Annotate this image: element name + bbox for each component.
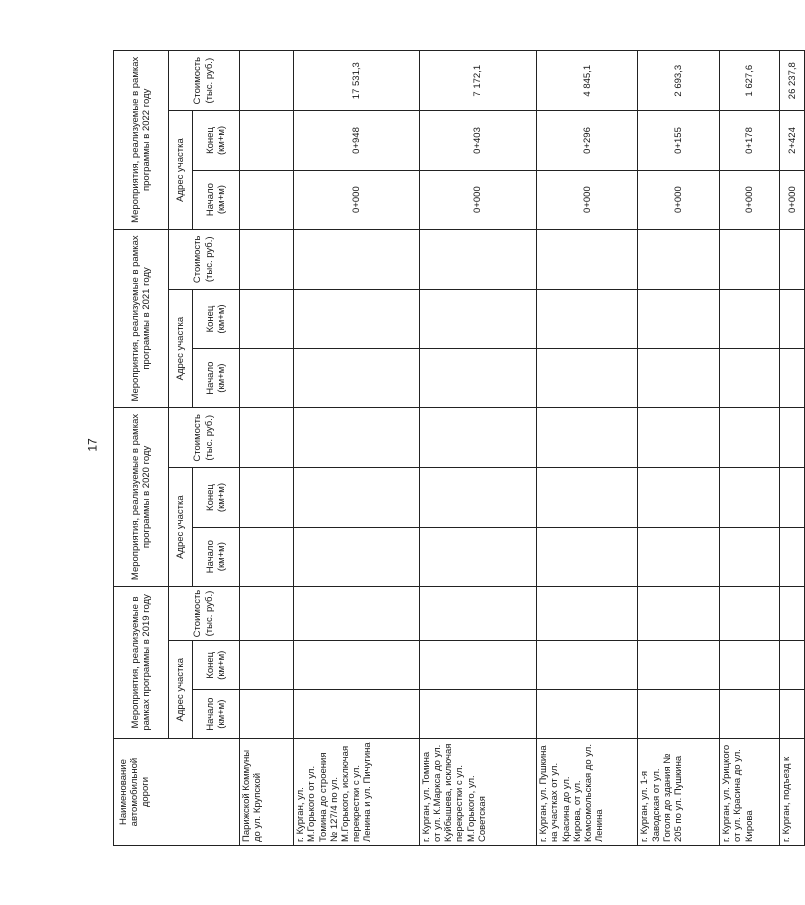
header-address-2020: Адрес участка [168,468,193,586]
table-row [239,51,294,846]
end-cell: 0+948 [294,111,420,170]
cost-cell: 4 845,1 [537,51,638,111]
header-cost-2021: Стоимость (тыс. руб.) [168,229,239,289]
road-program-table [113,50,805,846]
start-cell [239,170,294,229]
header-end-2020: Конец (км+м) [193,468,239,527]
header-end-2019: Конец (км+м) [193,641,239,690]
start-cell: 0+000 [537,170,638,229]
header-year-2022: Мероприятия, реализуемые в рамках программы в 2022 году [114,51,169,230]
header-end-2022: Конец (км+м) [193,111,239,170]
header-address-2021: Адрес участка [168,289,193,407]
road-name-cell: Парижской Коммуны до ул. Крупской [239,739,294,846]
header-start-2020: Начало (км+м) [193,527,239,586]
header-cost-2019: Стоимость (тыс. руб.) [168,586,239,641]
table-row [419,51,536,846]
page-number: 17 [85,438,100,452]
header-year-2019: Мероприятия, реализуемые в рамках программы в 2019 году [114,586,169,738]
cost-cell: 26 237,8 [780,51,805,111]
start-cell: 0+000 [294,170,420,229]
header-end-2021: Конец (км+м) [193,289,239,348]
cost-cell: 17 531,3 [294,51,420,111]
table-row [537,51,638,846]
header-start-2019: Начало (км+м) [193,690,239,739]
end-cell: 0+178 [720,111,780,170]
table-row [638,51,720,846]
header-start-2021: Начало (км+м) [193,349,239,408]
start-cell: 0+000 [419,170,536,229]
end-cell: 0+296 [537,111,638,170]
header-year-2020: Мероприятия, реализуемые в рамках программы в 2020 году [114,408,169,587]
start-cell: 0+000 [720,170,780,229]
header-year-2021: Мероприятия, реализуемые в рамках программы в 2021 году [114,229,169,408]
road-name-cell: г. Курган, ул. Пушкина на участках от ул. Красина до ул. Кирова, от ул. Комсомольская до ул. Ленина [537,739,638,846]
table-row [780,51,805,846]
road-name-cell: г. Курган, ул. М.Горького от ул. Томина до строения № 127/4 по ул. М.Горького, исключая перекрестки с ул. Ленина и ул. Пичугина [294,739,420,846]
road-name-cell: г. Курган, ул. 1-я Заводская от ул. Гоголя до здания № 205 по ул. Пушкина [638,739,720,846]
end-cell [239,111,294,170]
header-address-2022: Адрес участка [168,111,193,229]
table-row [294,51,420,846]
road-name-cell: г. Курган, ул. Урицкого от ул. Красина до ул. Кирова [720,739,780,846]
end-cell: 2+424 [780,111,805,170]
end-cell: 0+155 [638,111,720,170]
header-road-name: Наименование автомобильной дороги [114,739,240,846]
cost-cell [239,51,294,111]
header-cost-2022: Стоимость (тыс. руб.) [168,51,239,111]
road-name-cell: г. Курган, подъезд к [780,739,805,846]
cost-cell: 1 627,6 [720,51,780,111]
start-cell: 0+000 [780,170,805,229]
header-address-2019: Адрес участка [168,641,193,739]
header-start-2022: Начало (км+м) [193,170,239,229]
end-cell: 0+403 [419,111,536,170]
cost-cell: 2 693,3 [638,51,720,111]
start-cell: 0+000 [638,170,720,229]
table-row [720,51,780,846]
cost-cell: 7 172,1 [419,51,536,111]
rotated-table-wrapper [113,50,805,846]
road-name-cell: г. Курган, ул. Томина от ул. К.Маркса до ул. Куйбышева, исключая перекрестки с ул. М.Горького, ул. Советская [419,739,536,846]
header-cost-2020: Стоимость (тыс. руб.) [168,408,239,468]
